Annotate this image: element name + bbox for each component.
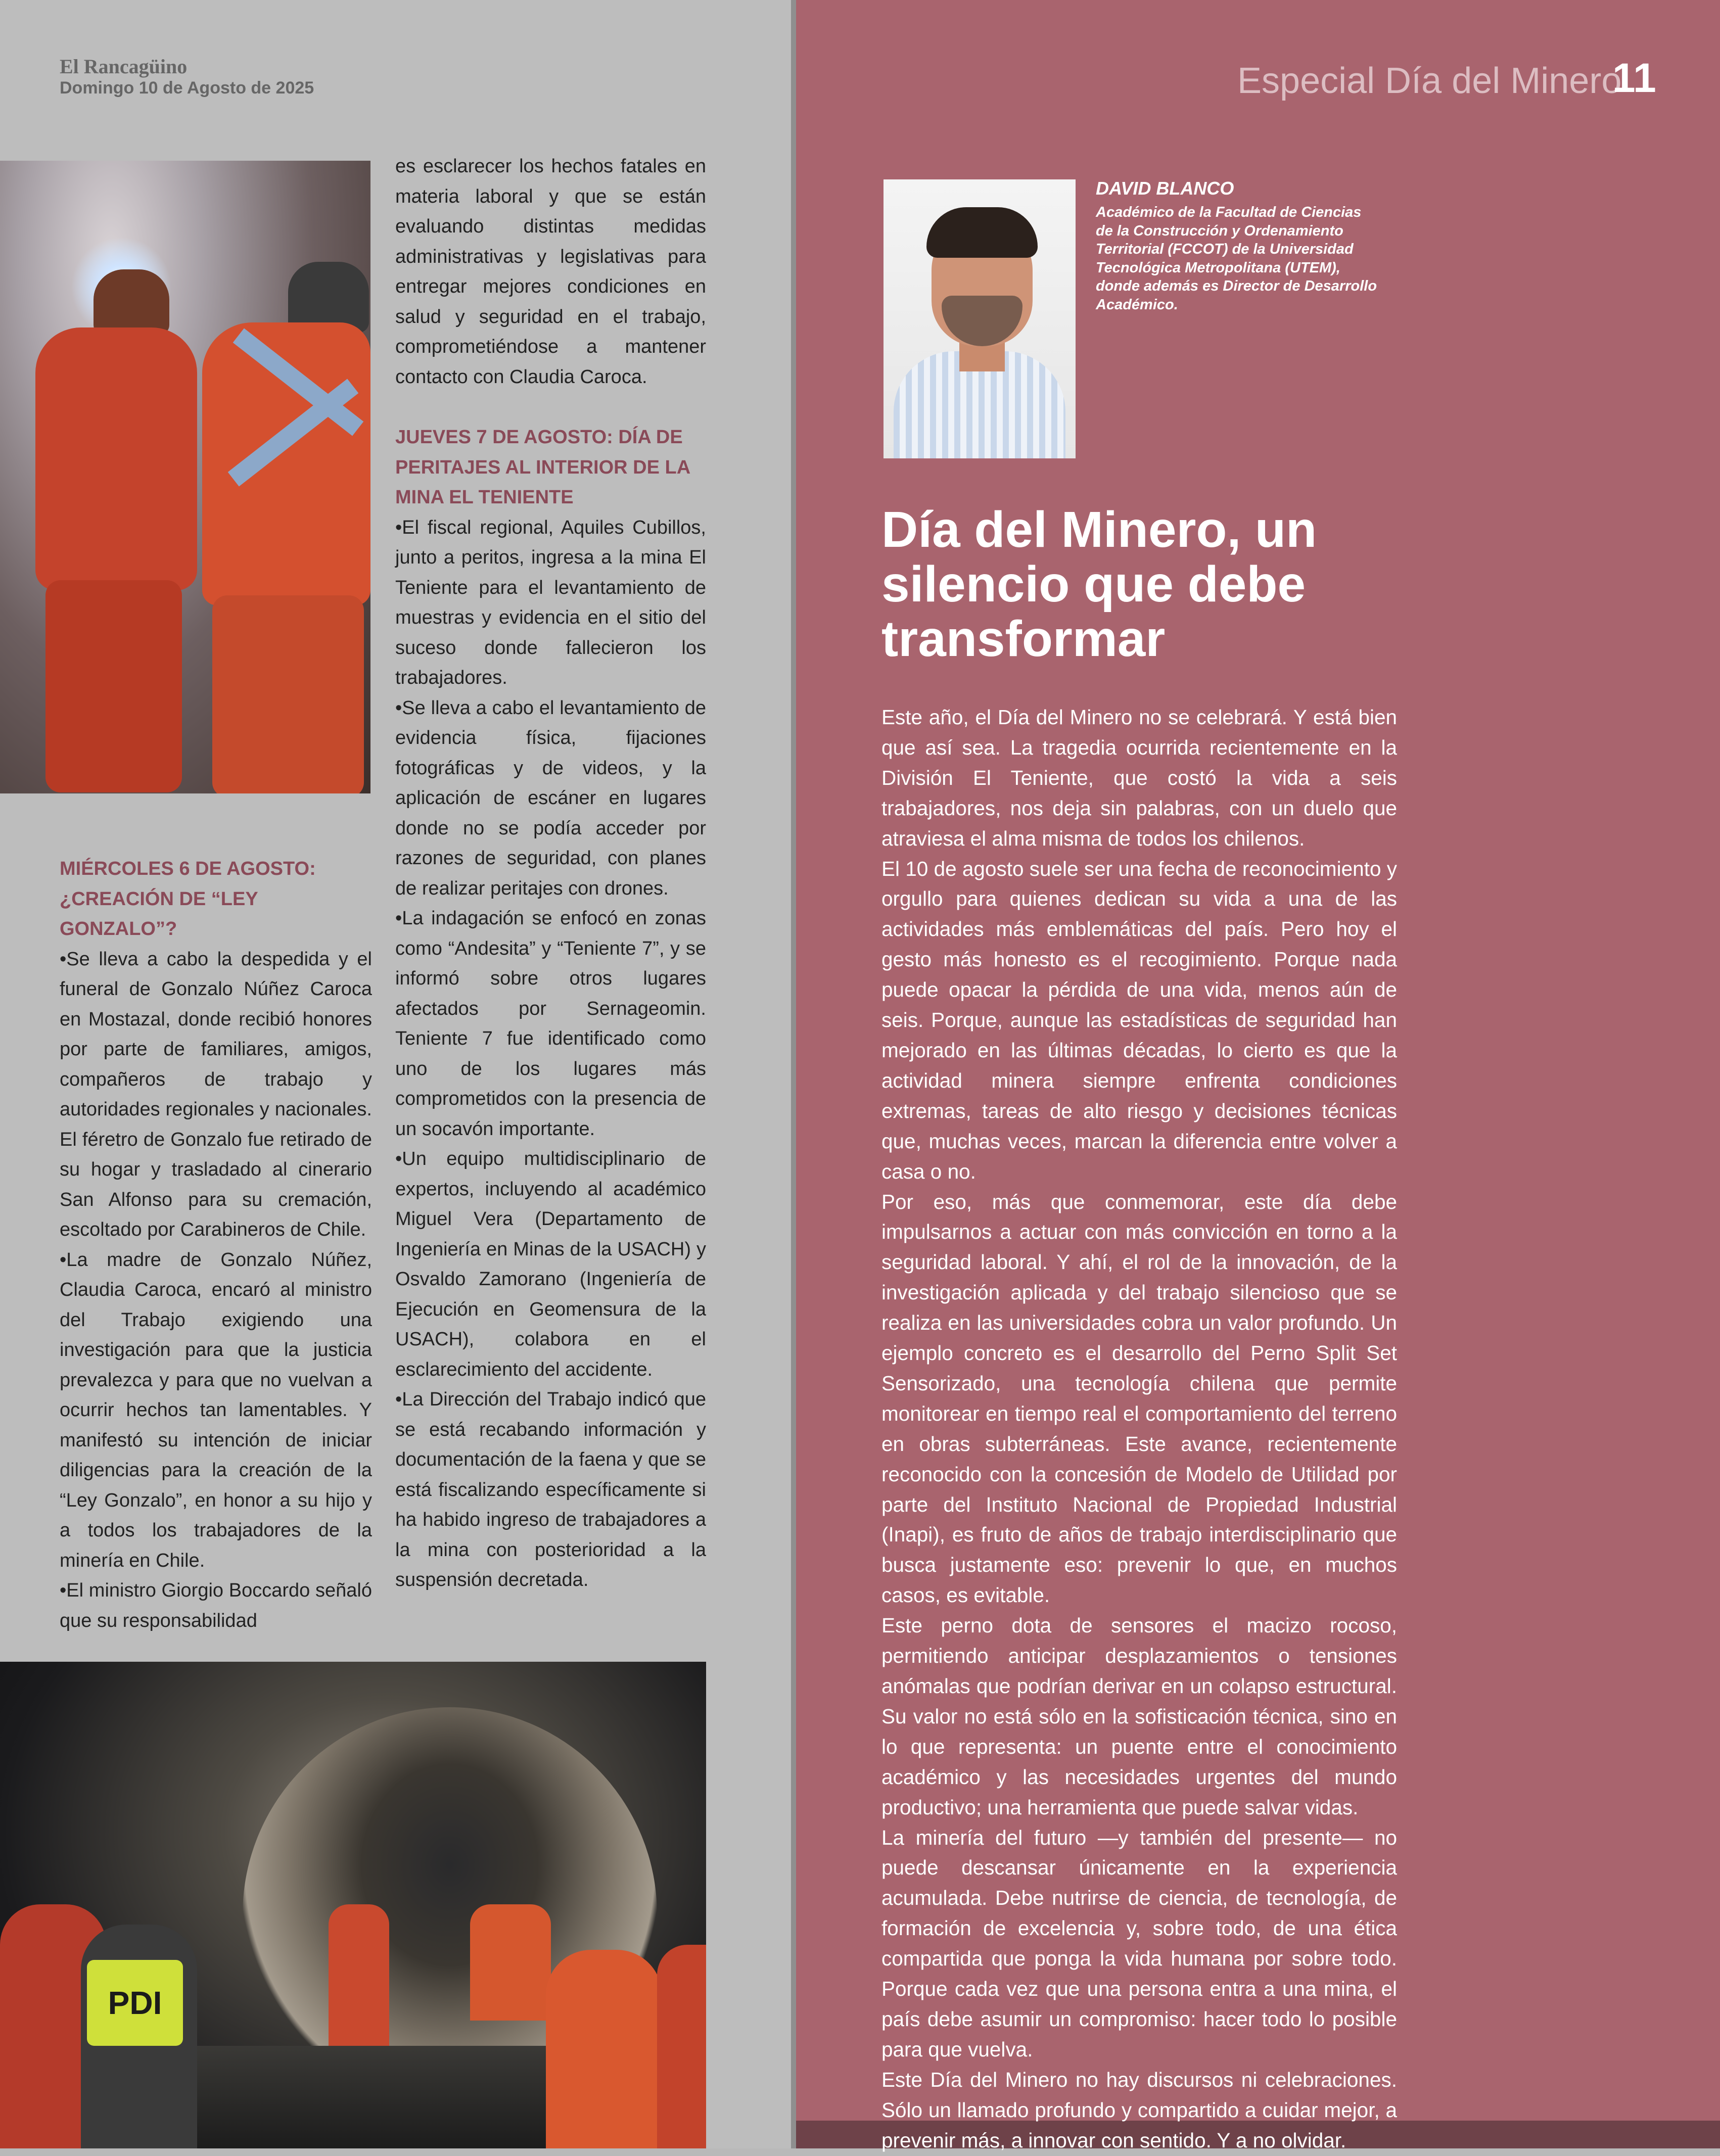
- article-paragraph: Este Día del Minero no hay discursos ni celebraciones. Sólo un llamado profundo y compartido a cuidar mejor, a prevenir más, a innovar con sentido. Y a no olvidar.: [881, 2068, 1397, 2152]
- miner-right-helmet: [288, 262, 369, 333]
- article-body: [881, 702, 1397, 2156]
- author-name: DAVID BLANCO: [1096, 178, 1234, 199]
- wednesday-item: •La madre de Gonzalo Núñez, Claudia Caroca, encaró al ministro del Trabajo exigiendo una investigación para que la justicia prevalezca y para que no vuelvan a ocurrir hechos tan lamentables. Y manifestó su intención de iniciar diligencias para la creación de la “Ley Gonzalo”, en honor a su hijo y a todos los trabajadores de la minería en Chile.: [60, 1249, 372, 1571]
- column-continuation: [395, 152, 706, 392]
- thursday-heading: JUEVES 7 DE AGOSTO: DÍA DE PERITAJES AL INTERIOR DE LA MINA EL TENIENTE: [395, 427, 690, 508]
- wednesday-heading: MIÉRCOLES 6 DE AGOSTO: ¿CREACIÓN DE “LEY GONZALO”?: [60, 858, 316, 940]
- rescuer-center-group: [329, 1904, 389, 2046]
- pdi-vest-label: PDI: [108, 1985, 162, 2021]
- thursday-item: •La Dirección del Trabajo indicó que se está recabando información y documentación de la faena y que se está fiscalizando específicamente si ha habido ingreso de trabajadores a la mina con posterioridad a la suspensión decretada.: [395, 1389, 706, 1590]
- issue-date: Domingo 10 de Agosto de 2025: [60, 78, 314, 98]
- article-title: Día del Minero, un silencio que debe transformar: [881, 501, 1317, 667]
- article-paragraph: Este perno dota de sensores el macizo rocoso, permitiendo anticipar desplazamientos o tensiones anómalas que podrían derivar en un colapso estructural. Su valor no está sólo en la sofisticación técnica, sino en lo que representa: un puente entre el conocimiento académico y las necesidades urgentes del mundo productivo; una herramienta que puede salvar vidas.: [881, 1614, 1397, 1819]
- photo-miners-tunnel: [0, 161, 370, 793]
- miner-left-suit: [35, 327, 197, 590]
- author-portrait: [884, 179, 1076, 458]
- article-paragraph: La minería del futuro —y también del presente— no puede descansar únicamente en la experiencia acumulada. Debe nutrirse de ciencia, de tecnología, de formación de excelencia y, sobre todo, de una ética compartida que ponga la vida humana por sobre todo. Porque cada vez que una persona entra a una mina, el país debe asumir un compromiso: hacer todo lo posible para que vuelva.: [881, 1825, 1397, 2061]
- rescuer-foreground: [546, 1950, 662, 2148]
- wednesday-item: •El ministro Giorgio Boccardo señaló que su responsabilidad: [60, 1580, 372, 1631]
- page-number: 11: [1612, 55, 1656, 101]
- pdi-vest: [87, 1960, 183, 2046]
- thursday-section: [395, 423, 706, 1596]
- miner-right-legs: [212, 595, 364, 793]
- article-paragraph: El 10 de agosto suele ser una fecha de reconocimiento y orgullo para quienes dedican su vida a una de las actividades más emblemáticas del país. Pero hoy el gesto más honesto es el recogimiento. Porque nada puede opacar la pérdida de una vida, menos aún de seis. Porque, aunque las estadísticas de seguridad han mejorado en las últimas décadas, lo cierto es que la actividad minera siempre enfrenta condiciones extremas, tareas de alto riesgo y decisiones técnicas que, muchas veces, marcan la diferencia entre volver a casa o no.: [881, 857, 1397, 1183]
- article-paragraph: Por eso, más que conmemorar, este día debe impulsarnos a actuar con más convicción en torno a la seguridad laboral. Y ahí, el rol de la innovación, de la investigación aplicada y del trabajo silencioso que se realiza en las universidades cobra un valor profundo. Un ejemplo concreto es el desarrollo del Perno Split Set Sensorizado, una tecnología chilena que permite monitorear en tiempo real el comportamiento del terreno en obras subterráneas. Este avance, recientemente reconocido con la concesión de Modelo de Utilidad por parte del Instituto Nacional de Propiedad Industrial (Inapi), es fruto de años de trabajo interdisciplinario que busca justamente eso: prevenir lo que, en muchos casos, es evitable.: [881, 1190, 1397, 1607]
- rescuer-right: [657, 1945, 706, 2148]
- left-page: [0, 0, 791, 2148]
- thursday-item: •Se lleva a cabo el levantamiento de evidencia física, fijaciones fotográficas y de videos, y la aplicación de escáner en lugares donde no se podía acceder por razones de seguridad, con planes de realizar peritajes con drones.: [395, 697, 706, 899]
- photo-mine-tunnel-rescuers: [0, 1662, 706, 2148]
- thursday-item: •La indagación se enfocó en zonas como “Andesita” y “Teniente 7”, y se informó sobre otros lugares afectados por Sernageomin. Teniente 7 fue identificado como uno de los lugares más comprometidos con la presencia de un socavón importante.: [395, 908, 706, 1140]
- thursday-item: •El fiscal regional, Aquiles Cubillos, junto a peritos, ingresa a la mina El Teniente para el levantamiento de muestras y evidencia en el sitio del suceso donde fallecieron los trabajadores.: [395, 517, 706, 688]
- miner-left-helmet: [94, 269, 169, 335]
- portrait-hair: [926, 207, 1038, 258]
- wednesday-section: [60, 854, 372, 1636]
- page-gutter: [791, 0, 796, 2148]
- masthead: [60, 56, 314, 98]
- newspaper-name: El Rancagüino: [60, 55, 188, 78]
- author-bio: Académico de la Facultad de Ciencias de la Construcción y Ordenamiento Territorial (FCCOT) de la Universidad Tecnológica Metropolitana (UTEM), donde además es Director de Desarrollo Académico.: [1096, 204, 1377, 313]
- article-paragraph: Este año, el Día del Minero no se celebrará. Y está bien que así sea. La tragedia ocurrida recientemente en la División El Teniente, que costó la vida a seis trabajadores, nos deja sin palabras, con un duelo que atraviesa el alma misma de todos los chilenos.: [881, 706, 1397, 850]
- rescuer-center-group-2: [470, 1904, 551, 2021]
- wednesday-item: •Se lleva a cabo la despedida y el funeral de Gonzalo Núñez Caroca en Mostazal, donde recibió honores por parte de familiares, amigos, compañeros de trabajo y autoridades regionales y nacionales. El féretro de Gonzalo fue retirado de su hogar y trasladado al cinerario San Alfonso para su cremación, escoltado por Carabineros de Chile.: [60, 948, 372, 1240]
- continued-paragraph: es esclarecer los hechos fatales en materia laboral y que se están evaluando distintas medidas administrativas y legislativas para entregar mejores condiciones en salud y seguridad en el trabajo, comprometiéndose a mantener contacto con Claudia Caroca.: [395, 156, 706, 388]
- section-label: Especial Día del Minero: [1237, 61, 1622, 101]
- miner-left-legs: [45, 580, 182, 792]
- thursday-item: •Un equipo multidisciplinario de expertos, incluyendo al académico Miguel Vera (Departamento de Ingeniería en Minas de la USACH) y Osvaldo Zamorano (Ingeniería de Ejecución en Geomensura de la USACH), colabora en el esclarecimiento del accidente.: [395, 1148, 706, 1380]
